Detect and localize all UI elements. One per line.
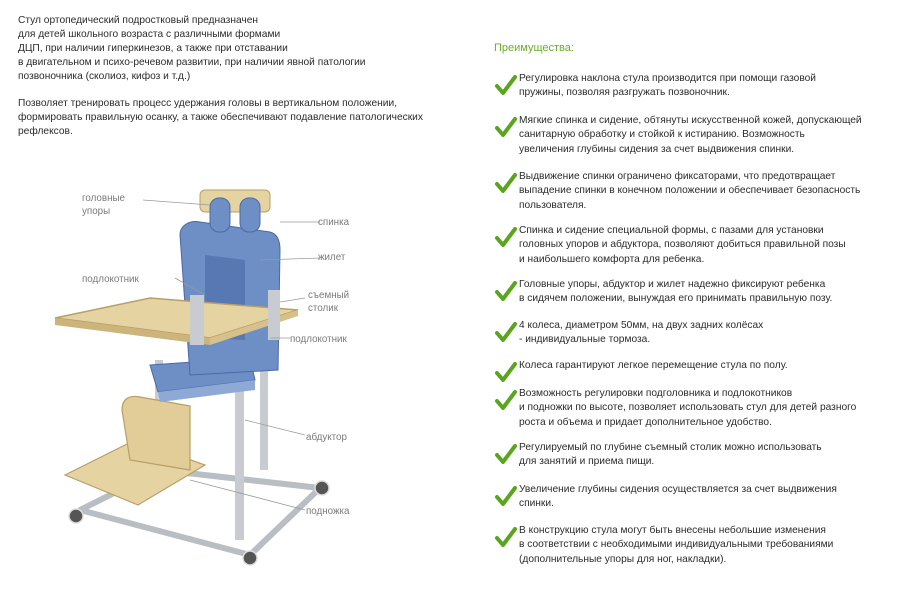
advantage-text: Выдвижение спинки ограничено фиксаторами, что предотвращает выпадение спинки в конечном положении и обеспечивает безопасность пользователя. (519, 171, 861, 211)
advantage-text: 4 колеса, диаметром 50мм, на двух задних колёсах - индивидуальные тормоза. (519, 320, 764, 346)
intro-text (18, 14, 448, 152)
label-vest: жилет (318, 252, 346, 263)
intro-paragraph-2: Позволяет тренировать процесс удержания головы в вертикальном положении, формировать правильную осанку, а также обеспечивают подавление патологических рефлексов. (18, 98, 423, 137)
checkmark-icon (493, 172, 519, 194)
checkmark-icon (493, 361, 519, 383)
advantage-item (493, 170, 860, 213)
checkmark-icon (493, 443, 519, 465)
label-abductor: абдуктор (306, 432, 347, 443)
advantage-item (493, 359, 788, 383)
checkmark-icon (493, 280, 519, 302)
checkmark-icon (493, 74, 519, 96)
checkmark-icon (493, 485, 519, 507)
head-supports (200, 190, 270, 232)
checkmark-icon (493, 526, 519, 548)
checkmark-icon (493, 116, 519, 138)
label-footrest: подножка (306, 506, 350, 517)
advantage-item (493, 278, 832, 307)
advantage-item (493, 114, 862, 157)
checkmark-icon (493, 389, 519, 411)
advantage-text: В конструкцию стула могут быть внесены небольшие изменения в соответствии с необходимыми индивидуальными требованиями (дополнительные упоры для ног, накладки). (519, 525, 834, 565)
advantage-item (493, 524, 833, 567)
advantage-item (493, 483, 837, 512)
label-back: спинка (318, 217, 350, 228)
advantage-text: Возможность регулировки подголовника и подлокотников и подножки по высоте, позволяет использовать стул для детей разного роста и объема и придает дополнительное удобство. (519, 388, 857, 428)
checkmark-icon (493, 321, 519, 343)
advantage-text: Головные упоры, абдуктор и жилет надежно фиксируют ребенка в сидячем положении, вынуждая его принимать правильную позу. (519, 279, 833, 305)
checkmark-icon (493, 226, 519, 248)
label-removable-table: съемный столик (308, 290, 350, 314)
orthopedic-chair-illustration (40, 170, 330, 570)
advantage-item (493, 441, 822, 470)
advantage-text: Колеса гарантируют легкое перемещение стула по полу. (519, 360, 788, 371)
label-armrest-left: подлокотник (82, 274, 139, 285)
advantage-text: Спинка и сидение специальной формы, с пазами для установки головных упоров и абдуктора, позволяют добиться правильной позы и наибольшего комфорта для ребенка. (519, 225, 846, 265)
advantage-text: Регулировка наклона стула производится при помощи газовой пружины, позволяя разгружать позвоночник. (519, 73, 817, 99)
advantage-text: Мягкие спинка и сидение, обтянуты искусственной кожей, допускающей санитарную обработку и стойкой к истиранию. Возможность увеличения глубины сидения за счет выдвижения спинки. (519, 115, 862, 155)
footrest (65, 396, 205, 505)
label-armrest-right: подлокотник (290, 334, 347, 345)
advantages-title: Преимущества: (494, 42, 574, 54)
intro-paragraph-1: Стул ортопедический подростковый предназначен для детей школьного возраста с различными формами ДЦП, при наличии гиперкинезов, а также при отставании в двигательном и психо-речевом развитии, при наличии явной патологии позвоночника (сколиоз, кифоз и т.д.) (18, 15, 366, 82)
advantage-item (493, 387, 856, 430)
advantage-item (493, 224, 846, 267)
advantage-text: Регулируемый по глубине съемный столик можно использовать для занятий и приема пищи. (519, 442, 822, 468)
advantage-item (493, 319, 763, 348)
advantage-text: Увеличение глубины сидения осуществляется за счет выдвижения спинки. (519, 484, 837, 510)
label-head-supports: головные упоры (82, 193, 125, 217)
advantage-item (493, 72, 816, 101)
